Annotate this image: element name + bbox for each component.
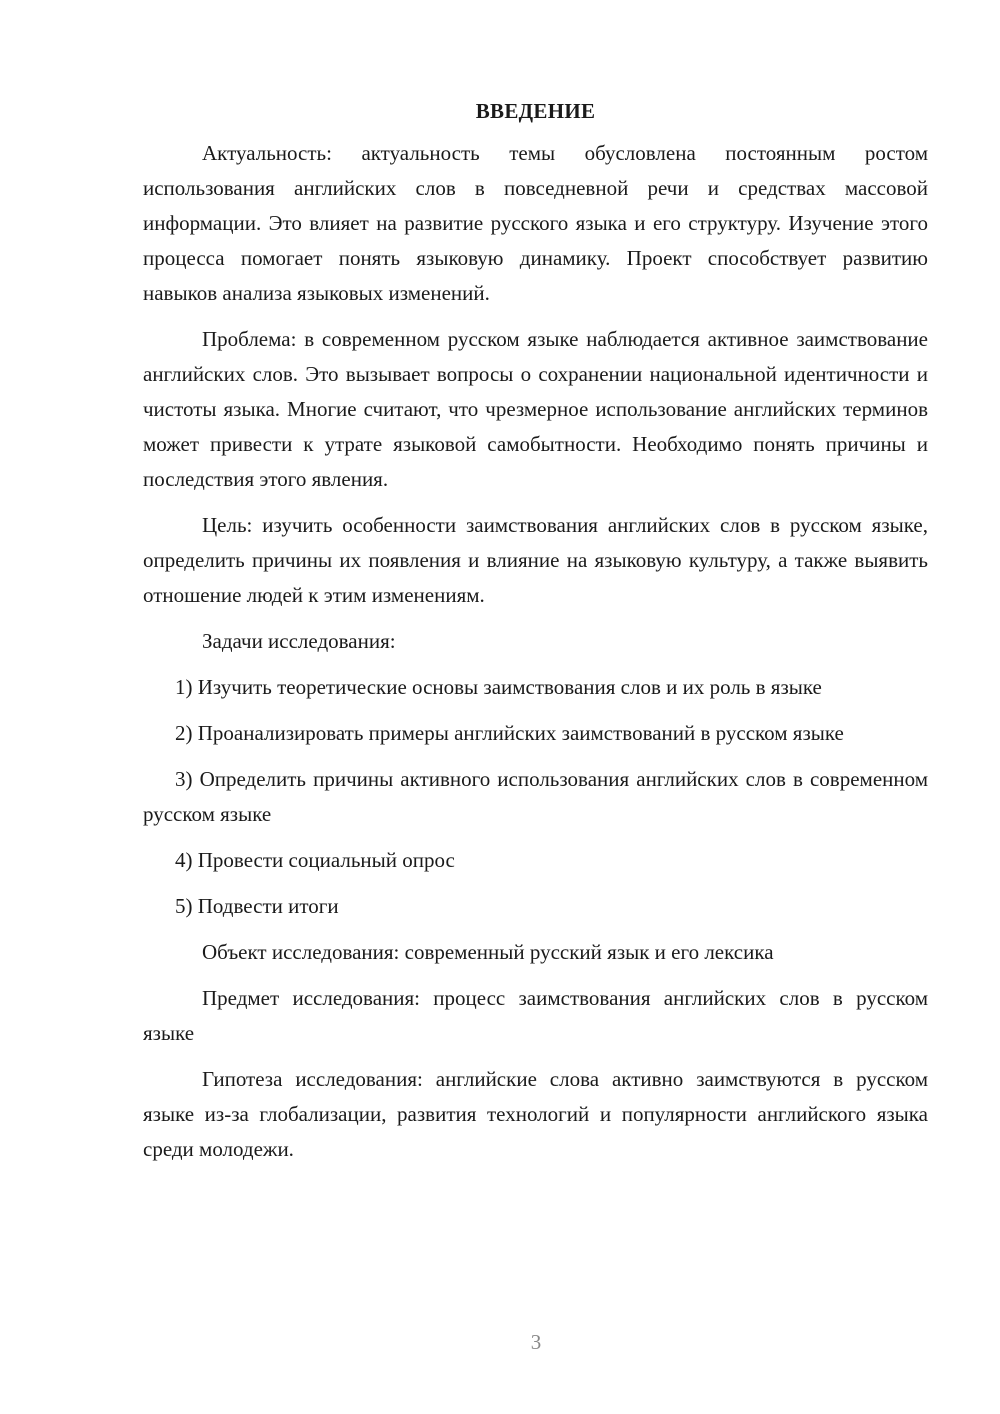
relevance-paragraph: Актуальность: актуальность темы обусловлена постоянным ростом использования английских слов в повседневной речи и средствах массовой информации. Это влияет на развитие русского языка и его структуру. Изучение этого процесса помогает понять языковую динамику. Проект способствует развитию навыков анализа языковых изменений. — [143, 141, 928, 305]
goal-paragraph: Цель: изучить особенности заимствования английских слов в русском языке, определить причины их появления и влияние на языковую культуру, а также выявить отношение людей к этим изменениям. — [143, 513, 928, 607]
document-page — [143, 94, 928, 1167]
document-heading: ВВЕДЕНИЕ — [475, 99, 596, 123]
task-item-5: 5) Подвести итоги — [175, 894, 339, 918]
tasks-title: Задачи исследования: — [202, 629, 396, 653]
problem-paragraph: Проблема: в современном русском языке наблюдается активное заимствование английских слов. Это вызывает вопросы о сохранении национальной идентичности и чистоты языка. Многие считают, что чрезмерное использование английских терминов может привести к утрате языковой самобытности. Необходимо понять причины и последствия этого явления. — [143, 327, 928, 491]
task-item-1: 1) Изучить теоретические основы заимствования слов и их роль в языке — [175, 675, 822, 699]
task-item-3: 3) Определить причины активного использования английских слов в современном русском языке — [143, 767, 928, 826]
hypothesis-paragraph: Гипотеза исследования: английские слова активно заимствуются в русском языке из-за глобализации, развития технологий и популярности английского языка среди молодежи. — [143, 1067, 928, 1161]
task-item-4: 4) Провести социальный опрос — [175, 848, 455, 872]
object-paragraph: Объект исследования: современный русский язык и его лексика — [202, 940, 774, 964]
task-item-2: 2) Проанализировать примеры английских заимствований в русском языке — [175, 721, 844, 745]
subject-paragraph: Предмет исследования: процесс заимствования английских слов в русском языке — [143, 986, 928, 1045]
page-number: 3 — [530, 1330, 542, 1354]
